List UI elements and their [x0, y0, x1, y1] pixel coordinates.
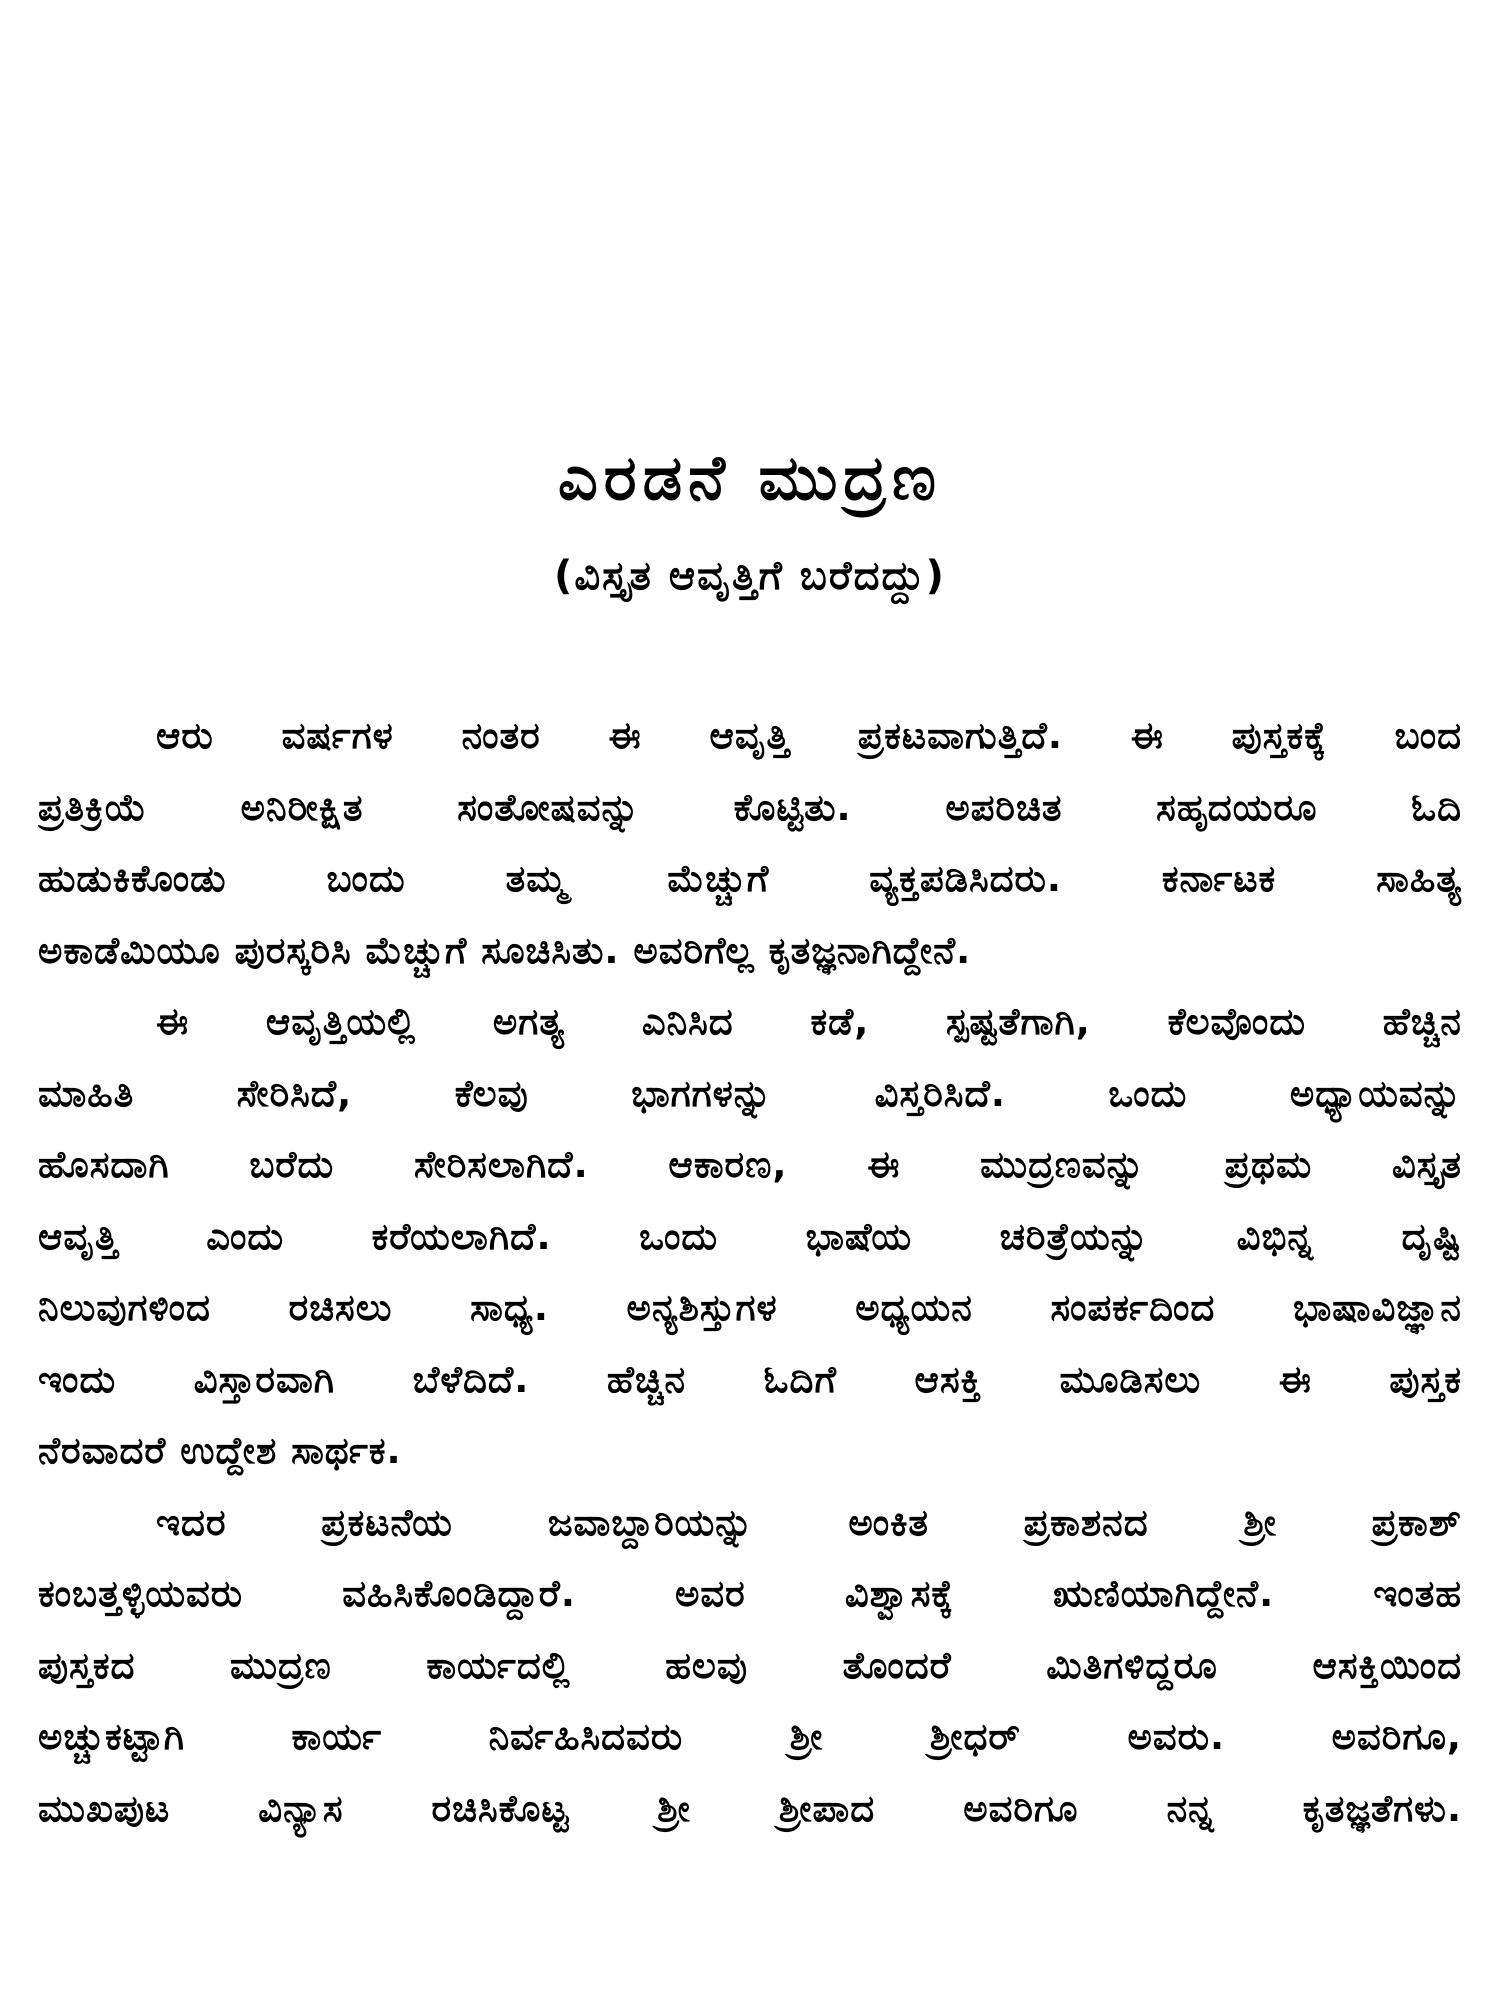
text-line: ನೆರವಾದರೆ ಉದ್ದೇಶ ಸಾರ್ಥಕ.: [38, 1429, 402, 1472]
page-subtitle: (ವಿಸ್ತೃತ ಆವೃತ್ತಿಗೆ ಬರೆದದ್ದು): [554, 553, 946, 599]
body-text: [38, 700, 1462, 1844]
text-line: ಆರು ವರ್ಷಗಳ ನಂತರ ಈ ಆವೃತ್ತಿ ಪ್ರಕಟವಾಗುತ್ತಿದೆ. ಈ ಪುಸ್ತಕಕ್ಕೆ ಬಂದ: [156, 714, 1462, 757]
text-line: ಇದರ ಪ್ರಕಟನೆಯ ಜವಾಬ್ದಾರಿಯನ್ನು ಅಂಕಿತ ಪ್ರಕಾಶನದ ಶ್ರೀ ಪ್ರಕಾಶ್: [156, 1500, 1462, 1544]
text-line: ಹೊಸದಾಗಿ ಬರೆದು ಸೇರಿಸಲಾಗಿದೆ. ಆಕಾರಣ, ಈ ಮುದ್ರಣವನ್ನು ಪ್ರಥಮ ವಿಸ್ತೃತ: [38, 1143, 1462, 1186]
text-line: ನಿಲುವುಗಳಿಂದ ರಚಿಸಲು ಸಾಧ್ಯ. ಅನ್ಯಶಿಸ್ತುಗಳ ಅಧ್ಯಯನ ಸಂಪರ್ಕದಿಂದ ಭಾಷಾವಿಜ್ಞಾನ: [38, 1286, 1462, 1329]
text-line: ಮಾಹಿತಿ ಸೇರಿಸಿದೆ, ಕೆಲವು ಭಾಗಗಳನ್ನು ವಿಸ್ತರಿಸಿದೆ. ಒಂದು ಅಧ್ಯಾಯವನ್ನು: [38, 1071, 1462, 1115]
text-line: ಅಚ್ಚುಕಟ್ಟಾಗಿ ಕಾರ್ಯ ನಿರ್ವಹಿಸಿದವರು ಶ್ರೀ ಶ್ರೀಧರ್ ಅವರು. ಅವರಿಗೂ,: [38, 1715, 1462, 1758]
text-line: ಅಕಾಡೆಮಿಯೂ ಪುರಸ್ಕರಿಸಿ ಮೆಚ್ಚುಗೆ ಸೂಚಿಸಿತು. ಅವರಿಗೆಲ್ಲ ಕೃತಜ್ಞನಾಗಿದ್ದೇನೆ.: [38, 928, 972, 972]
text-line: ಪ್ರತಿಕ್ರಿಯೆ ಅನಿರೀಕ್ಷಿತ ಸಂತೋಷವನ್ನು ಕೊಟ್ಟಿತು. ಅಪರಿಚಿತ ಸಹೃದಯರೂ ಓದಿ: [38, 785, 1462, 829]
text-line: ಪುಸ್ತಕದ ಮುದ್ರಣ ಕಾರ್ಯದಲ್ಲಿ ಹಲವು ತೊಂದರೆ ಮಿತಿಗಳಿದ್ದರೂ ಆಸಕ್ತಿಯಿಂದ: [38, 1643, 1462, 1687]
text-line: ಇಂದು ವಿಸ್ತಾರವಾಗಿ ಬೆಳೆದಿದೆ. ಹೆಚ್ಚಿನ ಓದಿಗೆ ಆಸಕ್ತಿ ಮೂಡಿಸಲು ಈ ಪುಸ್ತಕ: [38, 1357, 1462, 1401]
text-line: ಮುಖಪುಟ ವಿನ್ಯಾಸ ರಚಿಸಿಕೊಟ್ಟ ಶ್ರೀ ಶ್ರೀಪಾದ ಅವರಿಗೂ ನನ್ನ ಕೃತಜ್ಞತೆಗಳು.: [38, 1786, 1462, 1830]
text-line: ಕಂಬತ್ತಳ್ಳಿಯವರು ವಹಿಸಿಕೊಂಡಿದ್ದಾರೆ. ಅವರ ವಿಶ್ವಾಸಕ್ಕೆ ಋಣಿಯಾಗಿದ್ದೇನೆ. ಇಂತಹ: [38, 1572, 1462, 1615]
text-line: ಈ ಆವೃತ್ತಿಯಲ್ಲಿ ಅಗತ್ಯ ಎನಿಸಿದ ಕಡೆ, ಸ್ಪಷ್ಟತೆಗಾಗಿ, ಕೆಲವೊಂದು ಹೆಚ್ಚಿನ: [156, 1000, 1462, 1043]
text-line: ಹುಡುಕಿಕೊಂಡು ಬಂದು ತಮ್ಮ ಮೆಚ್ಚುಗೆ ವ್ಯಕ್ತಪಡಿಸಿದರು. ಕರ್ನಾಟಕ ಸಾಹಿತ್ಯ: [38, 857, 1462, 900]
page-title: ಎರಡನೆ ಮುದ್ರಣ: [557, 441, 943, 514]
text-line: ಆವೃತ್ತಿ ಎಂದು ಕರೆಯಲಾಗಿದೆ. ಒಂದು ಭಾಷೆಯ ಚರಿತ್ರೆಯನ್ನು ವಿಭಿನ್ನ ದೃಷ್ಟಿ: [38, 1214, 1462, 1258]
